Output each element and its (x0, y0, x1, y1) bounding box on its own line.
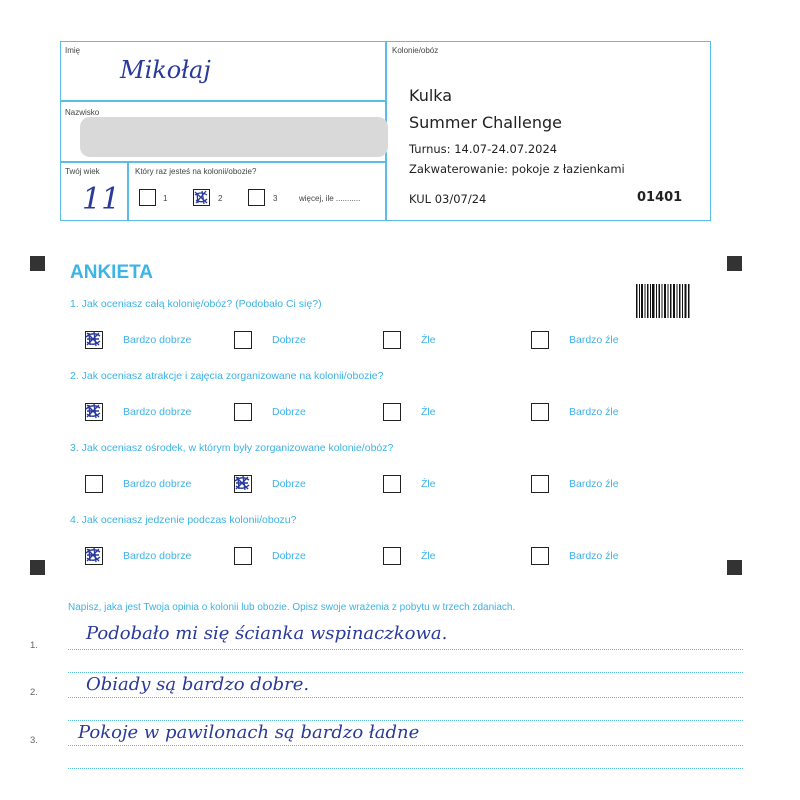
opinion-dotted-line (68, 672, 743, 673)
question-3-option-label: Źle (421, 478, 436, 490)
question-2-option-label: Źle (421, 406, 436, 418)
kolonie-label: Kolonie/obóz (392, 46, 439, 55)
opinion-dotted-line (68, 745, 743, 746)
question-4-option-label: Bardzo źle (569, 550, 619, 562)
question-2-checkbox[interactable] (234, 403, 252, 421)
opinion-dotted-line (68, 649, 743, 650)
scribble-check-icon (84, 330, 102, 348)
camp-number: 01401 (637, 190, 683, 205)
question-4-checkbox[interactable] (383, 547, 401, 565)
header-row-divider-1 (60, 100, 385, 102)
opinion-line-2[interactable]: Obiady są bardzo dobre. (86, 674, 310, 695)
ktory-raz-checkbox-2[interactable] (193, 189, 210, 206)
question-1-option-label: Źle (421, 334, 436, 346)
question-2-option-label: Bardzo źle (569, 406, 619, 418)
question-4-checkbox[interactable] (85, 547, 103, 565)
question-2-checkbox[interactable] (383, 403, 401, 421)
question-3-checkbox[interactable] (383, 475, 401, 493)
wiek-value[interactable]: 11 (82, 182, 121, 217)
question-1-checkbox[interactable] (531, 331, 549, 349)
nazwisko-label: Nazwisko (65, 108, 100, 117)
question-2-checkbox[interactable] (85, 403, 103, 421)
question-4-checkbox[interactable] (234, 547, 252, 565)
opinion-line-3[interactable]: Pokoje w pawilonach są bardzo ładne (78, 722, 420, 743)
camp-name: Kulka (409, 86, 453, 105)
registration-marker-bottom-right (727, 560, 742, 575)
question-2-text: 2. Jak oceniasz atrakcje i zajęcia zorganizowane na kolonii/obozie? (70, 370, 384, 382)
ktory-raz-option-more: więcej, ile ........... (299, 194, 361, 203)
header-cell-divider (127, 161, 129, 221)
opinion-line-number-2: 2. (30, 687, 38, 698)
question-3-text: 3. Jak oceniasz ośrodek, w którym były zorganizowane kolonie/obóz? (70, 442, 394, 454)
ktory-raz-option-2: 2 (218, 194, 223, 203)
question-1-text: 1. Jak oceniasz całą kolonię/obóz? (Podobało Ci się?) (70, 298, 322, 310)
registration-marker-top-right (727, 256, 742, 271)
question-2-option-label: Bardzo dobrze (123, 406, 192, 418)
question-1-option-label: Dobrze (272, 334, 306, 346)
question-3-option-label: Dobrze (272, 478, 306, 490)
opinion-dotted-line (68, 720, 743, 721)
question-1-option-label: Bardzo dobrze (123, 334, 192, 346)
opinion-dotted-line (68, 768, 743, 769)
scribble-check-icon (84, 546, 102, 564)
question-3-checkbox[interactable] (531, 475, 549, 493)
imie-label: Imię (65, 46, 81, 55)
imie-value[interactable]: Mikołaj (120, 56, 211, 84)
ktory-raz-option-1: 1 (163, 194, 168, 203)
question-3-checkbox[interactable] (85, 475, 103, 493)
ktory-raz-label: Który raz jesteś na kolonii/obozie? (135, 167, 257, 176)
camp-zakwaterowanie: Zakwaterowanie: pokoje z łazienkami (409, 162, 625, 176)
redacted-surname (80, 117, 388, 157)
question-2-option-label: Dobrze (272, 406, 306, 418)
question-1-option-label: Bardzo źle (569, 334, 619, 346)
camp-turnus: Turnus: 14.07-24.07.2024 (409, 142, 558, 156)
question-4-option-label: Dobrze (272, 550, 306, 562)
scribble-check-icon (233, 474, 251, 492)
wiek-label: Twój wiek (65, 167, 100, 176)
question-4-option-label: Źle (421, 550, 436, 562)
scribble-check-icon (84, 402, 102, 420)
opinion-line-number-3: 3. (30, 735, 38, 746)
scribble-check-icon (193, 189, 210, 206)
question-1-checkbox[interactable] (85, 331, 103, 349)
question-3-checkbox[interactable] (234, 475, 252, 493)
opinion-dotted-line (68, 697, 743, 698)
ktory-raz-checkbox-1[interactable] (139, 189, 156, 206)
question-4-checkbox[interactable] (531, 547, 549, 565)
question-1-checkbox[interactable] (234, 331, 252, 349)
camp-code: KUL 03/07/24 (409, 192, 487, 206)
opinion-prompt: Napisz, jaka jest Twoja opinia o kolonii lub obozie. Opisz swoje wrażenia z pobytu w trzech zdaniach. (68, 602, 516, 613)
question-3-option-label: Bardzo źle (569, 478, 619, 490)
question-4-text: 4. Jak oceniasz jedzenie podczas kolonii/obozu? (70, 514, 297, 526)
question-1-checkbox[interactable] (383, 331, 401, 349)
ktory-raz-checkbox-3[interactable] (248, 189, 265, 206)
registration-marker-top-left (30, 256, 45, 271)
barcode-icon (636, 284, 690, 318)
camp-program: Summer Challenge (409, 113, 562, 132)
opinion-line-number-1: 1. (30, 640, 38, 651)
opinion-line-1[interactable]: Podobało mi się ścianka wspinaczkowa. (86, 623, 448, 644)
header-row-divider-2 (60, 161, 385, 163)
survey-title: ANKIETA (70, 262, 154, 283)
question-3-option-label: Bardzo dobrze (123, 478, 192, 490)
question-2-checkbox[interactable] (531, 403, 549, 421)
question-4-option-label: Bardzo dobrze (123, 550, 192, 562)
ktory-raz-option-3: 3 (273, 194, 278, 203)
registration-marker-bottom-left (30, 560, 45, 575)
